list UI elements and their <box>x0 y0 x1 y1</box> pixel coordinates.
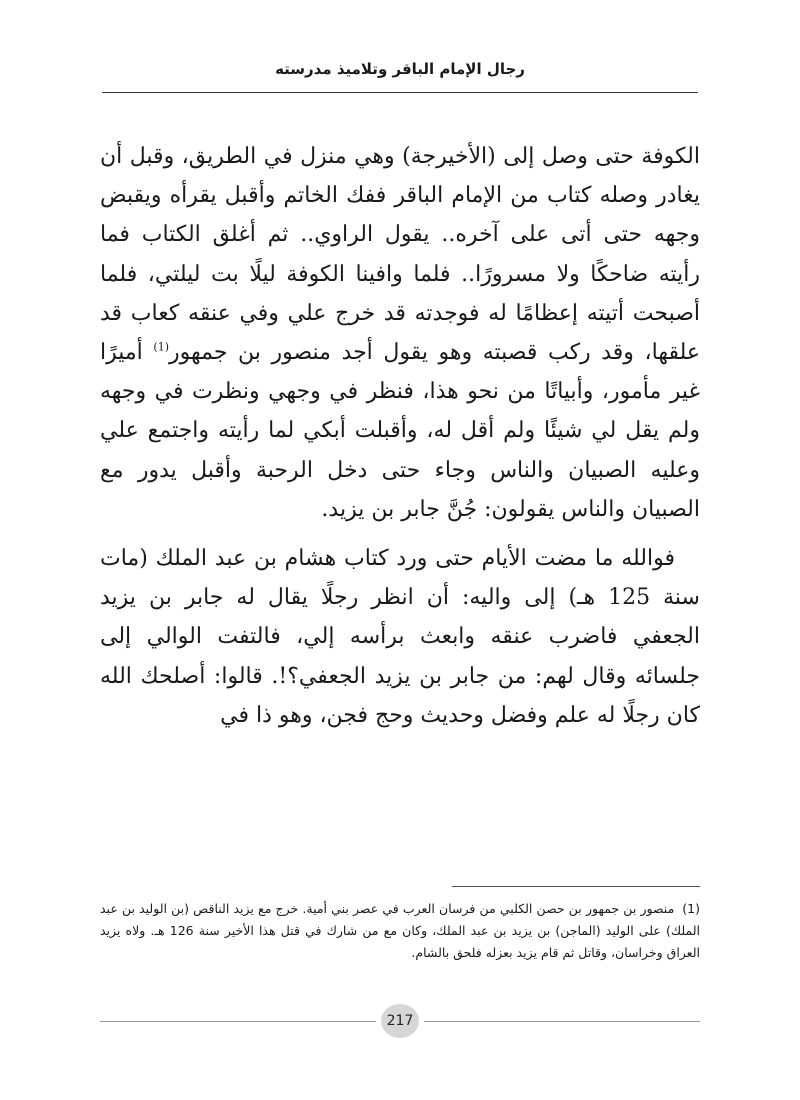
running-header: رجال الإمام الباقر وتلاميذ مدرسته <box>275 60 525 78</box>
page-number: 217 <box>381 1004 419 1038</box>
footer-line-left <box>100 1021 376 1022</box>
footer-line-right <box>424 1021 700 1022</box>
footnote-reference[interactable]: (1) <box>153 340 169 354</box>
footnote-1 <box>100 898 700 964</box>
footnote-marker: (1) <box>682 901 700 916</box>
footnote-text: منصور بن جمهور بن حصن الكلبي من فرسان العرب في عصر بني أمية. خرج مع يزيد الناقص (بن الوليد بن عبد الملك) على الوليد (الماجن) بن يزيد بن عبد الملك، وكان مع من شارك في قتل هذا الأخير سنة 126 هـ. ولاه يزيد العراق وخراسان، وقاتل ثم قام يزيد بعزله فلحق بالشام. <box>100 901 700 960</box>
main-text <box>100 137 700 735</box>
paragraph-1 <box>100 137 700 529</box>
footnotes <box>100 898 700 964</box>
header-divider <box>102 92 698 93</box>
footnote-divider <box>452 886 700 887</box>
paragraph-1-part-2: أميرًا غير مأمور، وأبياتًا من نحو هذا، فنظر في وجهي ونظرت في وجهه ولم يقل لي شيئًا ولم أقل له، وأقبلت أبكي لما رأيته واجتمع علي وعليه الصبيان والناس وجاء حتى دخل الرحبة وأقبل يدور مع الصبيان والناس يقولون: جُنَّ جابر بن يزيد. <box>100 340 700 522</box>
paragraph-1-part-1: الكوفة حتى وصل إلى (الأخيرجة) وهي منزل في الطريق، وقبل أن يغادر وصله كتاب من الإمام الباقر ففك الخاتم وأقبل يقرأه ويقبض وجهه حتى أتى على آخره.. يقول الراوي.. ثم أغلق الكتاب فما رأيته ضاحكًا ولا مسرورًا.. فلما وافينا الكوفة ليلًا بت ليلتي، فلما أصبحت أتيته إعظامًا له فوجدته قد خرج علي وفي عنقه كعاب قد علقها، وقد ركب قصبته وهو يقول أجد منصور بن جمهور <box>100 144 700 366</box>
paragraph-2: فوالله ما مضت الأيام حتى ورد كتاب هشام بن عبد الملك (مات سنة 125 هـ) إلى واليه: أن انظر رجلًا يقال له جابر بن يزيد الجعفي فاضرب عنقه وابعث برأسه إلي، فالتفت الوالي إلى جلسائه وقال لهم: من جابر بن يزيد الجعفي؟!. قالوا: أصلحك الله كان رجلًا له علم وفضل وحديث وحج فجن، وهو ذا في <box>100 546 700 728</box>
